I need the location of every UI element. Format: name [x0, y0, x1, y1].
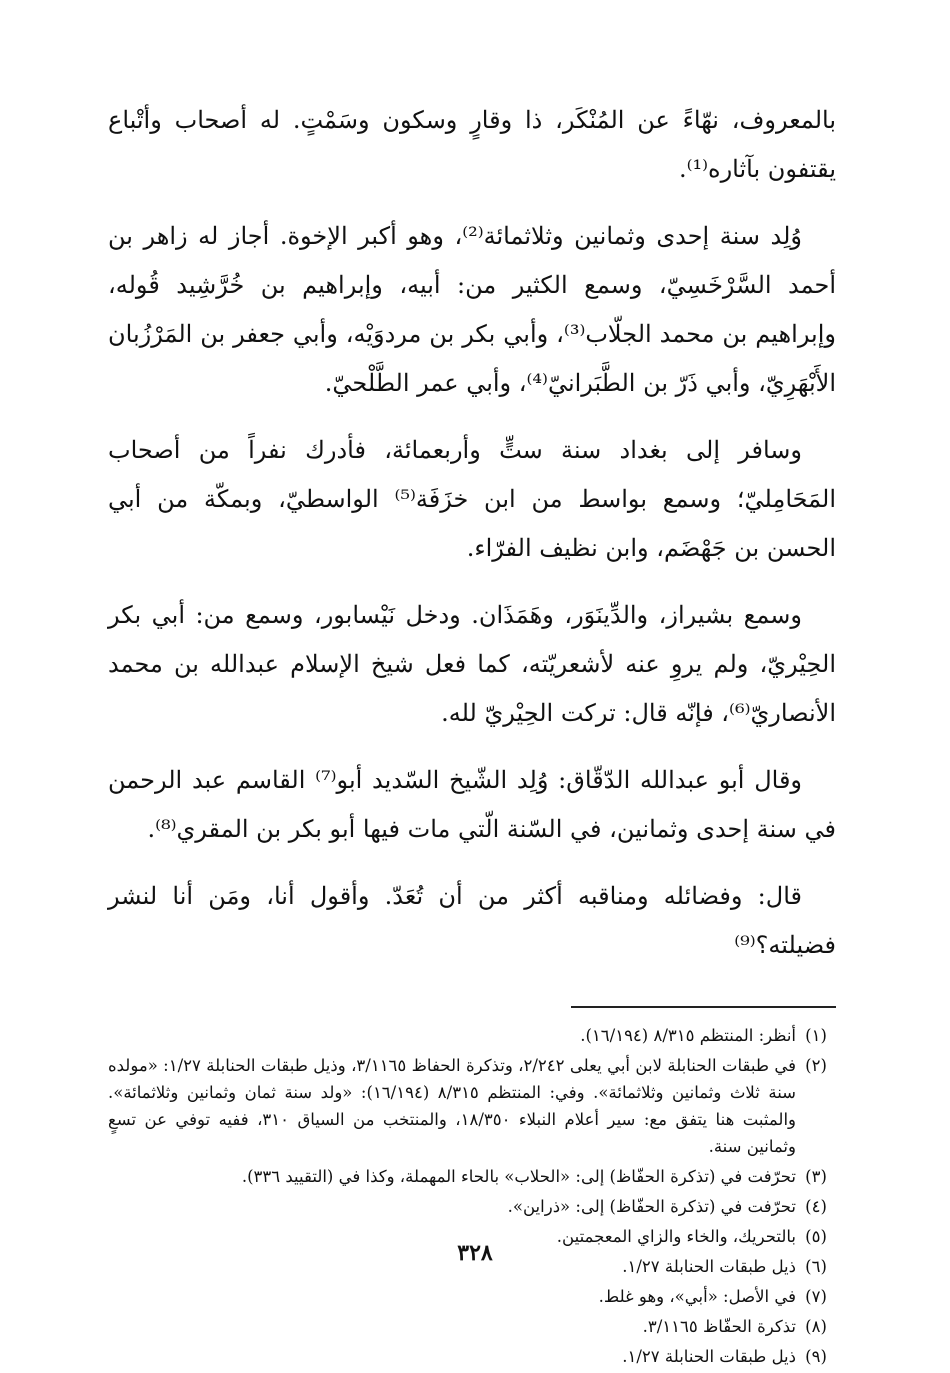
footnote-number: (٥) — [805, 1227, 827, 1246]
footnote-1 — [108, 1022, 836, 1049]
footnote-text: أنظر: المنتظم ٨/٣١٥ (١٦/١٩٤). — [580, 1026, 796, 1045]
footnote-9 — [108, 1343, 836, 1370]
footnote-number: (٢) — [805, 1056, 827, 1075]
body-paragraph-5: وقال أبو عبدالله الدّقّاق: وُلِد الشّيخ السّديد أبو⁽⁷⁾ القاسم عبد الرحمن في سنة إحدى وثمانين، في السّنة الّتي مات فيها أبو بكر بن المقري⁽⁸⁾. — [108, 766, 836, 843]
footnote-number: (٧) — [805, 1287, 827, 1306]
footnote-8 — [108, 1313, 836, 1340]
body-paragraph-3: وسافر إلى بغداد سنة ستٍّ وأربعمائة، فأدرك نفراً من أصحاب المَحَامِليّ؛ وسمع بواسط من ابن خزَفَة⁽⁵⁾ الواسطيّ، وبمكّة من أبي الحسن بن جَهْضَم، وابن نظيف الفرّاء. — [108, 436, 836, 562]
footnote-number: (١) — [805, 1026, 827, 1045]
body-paragraph-2: وُلِد سنة إحدى وثمانين وثلاثمائة⁽²⁾، وهو أكبر الإخوة. أجاز له زاهر بن أحمد السَّرْخَسِيّ، وسمع الكثير من: أبيه، وإبراهيم بن خُرَّشِيد قُوله، وإبراهيم بن محمد الجلّاب⁽³⁾، وأبي بكر بن مردوَيْه، وأبي جعفر بن المَرْزُبان الأَبْهَرِيّ، وأبي ذَرّ بن الطَّبَرانيّ⁽⁴⁾، وأبي عمر الطَّلْحيّ. — [108, 222, 836, 397]
footnote-number: (٣) — [805, 1167, 827, 1186]
body-paragraph-6: قال: وفضائله ومناقبه أكثر من أن تُعَدّ. وأقول أنا، ومَن أنا لنشر فضيلته؟⁽⁹⁾ — [108, 882, 836, 959]
footnote-number: (٦) — [805, 1257, 827, 1276]
footnote-divider — [571, 1006, 836, 1008]
footnote-number: (٩) — [805, 1347, 827, 1366]
footnote-4 — [108, 1193, 836, 1220]
footnote-7 — [108, 1283, 836, 1310]
footnote-text: بالتحريك، والخاء والزاي المعجمتين. — [556, 1227, 796, 1246]
page-content — [108, 96, 836, 1373]
body-paragraph-4: وسمع بشيراز، والدِّينَوَر، وهَمَذَان. ودخل نَيْسابور، وسمع من: أبي بكر الحِيْريّ، ولم يروِ عنه لأشعريّته، كما فعل شيخ الإسلام عبدالله بن محمد الأنصاريّ⁽⁶⁾، فإنّه قال: تركت الحِيْريّ لله. — [108, 601, 836, 727]
footnote-text: ذيل طبقات الحنابلة ١/٢٧. — [622, 1257, 796, 1276]
footnote-text: تحرّفت في (تذكرة الحفّاظ) إلى: «ذراين». — [507, 1197, 796, 1216]
footnote-text: تذكرة الحفّاظ ٣/١١٦٥. — [642, 1317, 796, 1336]
footnote-text: ذيل طبقات الحنابلة ١/٢٧. — [622, 1347, 796, 1366]
body-paragraph-1: بالمعروف، نهّاءً عن المُنْكَر، ذا وقارٍ وسكون وسَمْتٍ. له أصحاب وأتْباع يقتفون بآثاره⁽¹⁾. — [108, 106, 836, 183]
footnote-number: (٨) — [805, 1317, 827, 1336]
footnote-text: في طبقات الحنابلة لابن أبي يعلى ٢/٢٤٢، وتذكرة الحفاظ ٣/١١٦٥، وذيل طبقات الحنابلة ١/٢٧: «مولده سنة ثلاث وثمانين وثلاثمائة». وفي: المنتظم ٨/٣١٥ (١٦/١٩٤): «ولد سنة ثمان وثمانين وثلاثمائة». والمثبت هنا يتفق مع: سير أعلام النبلاء ١٨/٣٥٠، والمنتخب من السياق ٣١٠، ففيه توفي عن تسعٍ وثمانين سنة. — [108, 1056, 796, 1156]
footnote-number: (٤) — [805, 1197, 827, 1216]
page-number: ٣٢٨ — [457, 1240, 493, 1266]
footnotes-list — [108, 1022, 836, 1370]
footnote-2 — [108, 1052, 836, 1160]
footnote-text: تحرّفت في (تذكرة الحفّاظ) إلى: «الحلاب» بالحاء المهملة، وكذا في (التقييد ٣٣٦). — [241, 1167, 796, 1186]
footnote-text: في الأصل: «أبي»، وهو غلط. — [598, 1287, 796, 1306]
footnote-3 — [108, 1163, 836, 1190]
